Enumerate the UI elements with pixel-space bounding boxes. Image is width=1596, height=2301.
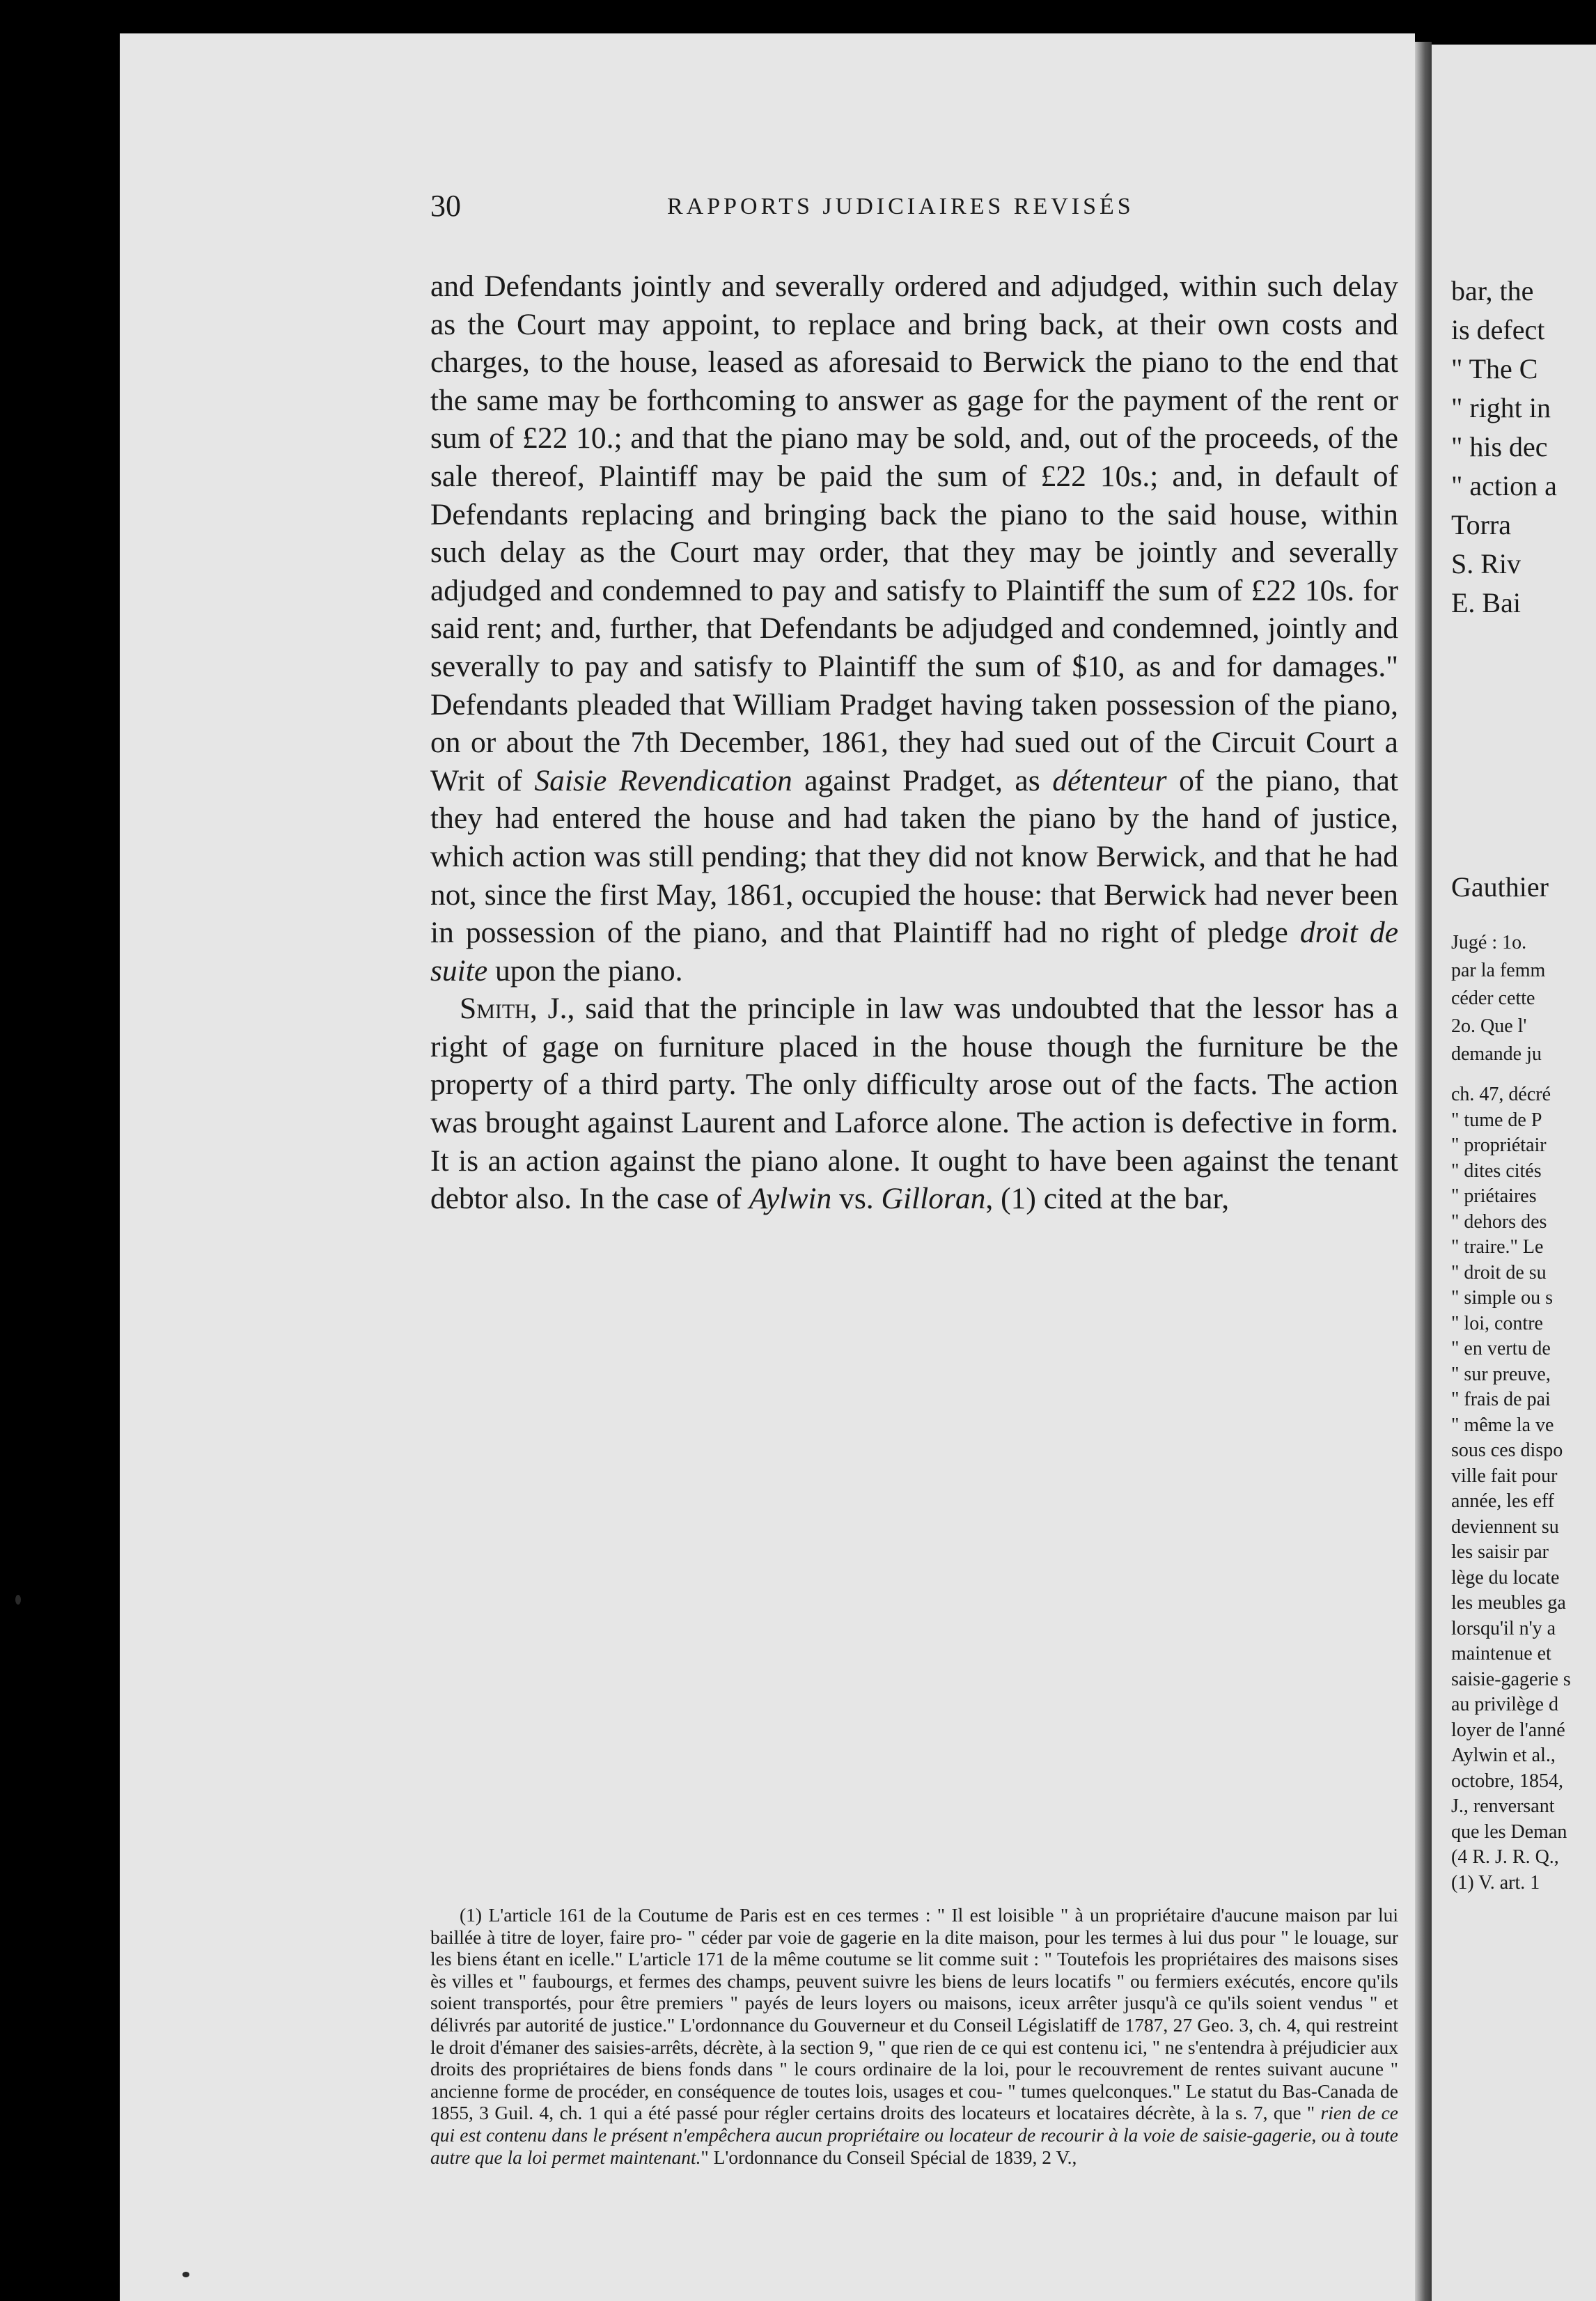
right-page-line: (4 R. J. R. Q., [1451,1846,1559,1868]
right-page-line: Torra [1451,509,1512,540]
italic-span: Aylwin [749,1182,832,1216]
right-page-line: bar, the [1451,275,1534,306]
right-page-line: les saisir par [1451,1541,1549,1563]
right-page-line: " même la ve [1451,1414,1554,1436]
right-page-line: " dites cités [1451,1160,1542,1182]
right-page-line: " en vertu de [1451,1338,1551,1359]
scan-speck [182,2272,189,2277]
right-page-line: " dehors des [1451,1210,1547,1233]
right-page-line: octobre, 1854, [1451,1770,1563,1792]
right-page-line: lorsqu'il n'y a [1451,1617,1556,1639]
text-span: , said that the principle in law was undoubted that the lessor has a right of gage on furniture placed in the house though the furniture be the property of a third party. The only difficulty arose out of the facts. The action was brought against Laurent and Laforce alone. The action is defective in form. It is an action against the piano alone. It ought to have been against the tenant debtor also. In the case of [430,992,1399,1216]
right-page-line: saisie-gagerie s [1451,1668,1571,1690]
right-page-line: " loi, contre [1451,1312,1543,1334]
right-page-line: " tume de P [1451,1109,1542,1131]
text-span: and Defendants jointly and severally ordered and adjudged, within such delay as the Court may appoint, to replace and bring back, at their own costs and charges, to the house, leased as aforesaid to Berwick the piano to the end that the same may be forthcoming to answer as gage for the payment of the rent or sum of £22 10.; and that the piano may be sold, and, out of the proceeds, of the sale thereof, Plaintiff may be paid the sum of £22 10s.; and, in default of Defendants replacing and bringing back the piano to the said house, within such delay as the Court may order, that they may be jointly and severally adjudged and condemned to pay and satisfy to Plaintiff the sum of £22 10s. for said rent; and, further, that Defendants be adjudged and condemned, jointly and severally to pay and satisfy to Plaintiff the sum of $10, as and for damages." Defendants pleaded that William Pradget having taken possession of the piano, on or about the 7th December, 1861, they had sued out of the Circuit Court a Writ of [430,270,1398,797]
text-span: of the piano, that they had entered the house and had taken the piano by the hand of justice, which action was still pending; that they did not know Berwick, and that he had not, since the first May, 1861, occupied the house: that Berwick had never been in possession of the piano, and that Plaintiff had no right of pledge [430,763,1398,950]
text-span: (1) L'article 161 de la Coutume de Paris est en ces termes : " Il est loisible " à un propriétaire d'aucune maison par lui baillée à titre de loyer, faire pro- " céder par voie de gagerie en la dite maison, pour les termes à lui dus pour " le louage, sur les biens étant en icelle." L'article 171 de la même coutume se lit comme suit : " Toutefois les propriétaires des maisons sises ès villes et " faubourgs, et fermes des champs, peuvent suivre les biens de leurs locatifs " ou fermiers exécutés, encore qu'ils soient transportés, pour être premiers " payés de leurs loyers ou maisons, iceux arrêter jusqu'à ce qu'ils soient vendus " et délivrés par autorité de justice." L'ordonnance du Gouverneur et du Conseil Législatiff de 1787, 27 Geo. 3, ch. 4, qui restreint le droit d'émaner des saisies-arrêts, décrète, à la section 9, " que rien de ce qui est contenu ici, " ne s'entendra à préjudicier aux droits des propriétaires de biens fonds dans " le cours ordinaire de la loi, pour le recouvrement de rentes suivant aucune " ancienne forme de procéder, en conséquence de toutes lois, usages et cou- " tumes quelconques." Le statut du Bas-Canada de 1855, 3 Guil. 4, ch. 1 qui a été passé pour régler certains droits des locateurs et locataires décrète, à la s. 7, que " [430,1904,1398,2124]
right-page-line: (1) V. art. 1 [1451,1871,1540,1894]
right-page-line: " priétaires [1451,1185,1537,1207]
right-page-line: au privilège d [1451,1694,1558,1715]
right-page-line: J., renversant [1451,1795,1555,1817]
right-page-line: " traire." Le [1451,1236,1544,1258]
right-page-line: les meubles ga [1451,1592,1566,1614]
right-page-line: Aylwin et al., [1451,1745,1556,1766]
right-page-line: loyer de l'anné [1451,1719,1565,1741]
right-page-line: " his dec [1451,431,1548,462]
italic-span: rien de ce qui est contenu dans le présent n'empêchera aucun propriétaire ou locateur de recourir à la voie de saisie-gagerie, ou à toute autre que la loi permet maintenant. [430,2102,1398,2168]
right-page [1432,45,1596,2301]
page-number: 30 [430,189,461,223]
right-page-line: " sur preuve, [1451,1363,1551,1385]
judge-name: Smith, J. [460,992,568,1026]
right-page-line: " The C [1451,353,1538,384]
right-page-line: sous ces dispo [1451,1440,1563,1461]
scan-speck [15,1595,21,1605]
text-span: upon the piano. [487,953,683,988]
right-page-line: " droit de su [1451,1261,1547,1284]
right-page-line: deviennent su [1451,1515,1559,1538]
right-page-line: is defect [1451,314,1545,345]
right-page-line: ville fait pour [1451,1465,1558,1487]
text-span: against Pradget, as [792,763,1053,797]
right-page-line: demande ju [1451,1043,1542,1065]
text-span: vs. [831,1182,882,1216]
right-page-line: " action a [1451,470,1557,501]
italic-span: Gilloran [881,1182,986,1216]
right-page-line: ch. 47, décré [1451,1084,1551,1105]
right-page-line: Jugé : 1o. [1451,932,1527,953]
text-span: , (1) cited at the bar, [985,1182,1230,1216]
right-page-line: S. Riv [1451,548,1521,579]
page-header [430,188,1398,233]
right-page-line: E. Bai [1451,587,1521,618]
right-page-line: que les Deman [1451,1820,1567,1843]
main-text [430,267,1398,1218]
right-page-line: " simple ou s [1451,1287,1553,1309]
italic-span: détenteur [1052,763,1167,797]
right-page-line: année, les eff [1451,1490,1554,1512]
footnote-1 [430,1904,1398,2168]
footnote [430,1904,1398,2168]
right-page-line: " right in [1451,392,1551,423]
running-head: RAPPORTS JUDICIAIRES REVISÉS [667,194,1134,219]
paragraph-1 [430,267,1398,990]
italic-span: Saisie Revendication [534,763,792,797]
book-gutter [1415,42,1432,2301]
paragraph-2 [430,990,1398,1218]
right-page-line: " propriétair [1451,1134,1547,1156]
right-page-line: maintenue et [1451,1643,1551,1664]
right-page-line: par la femm [1451,960,1546,981]
right-page-line: " frais de pai [1451,1389,1551,1410]
text-span: " L'ordonnance du Conseil Spécial de 1839, 2 V., [701,2146,1077,2168]
italic-span: droit de suite [430,916,1398,988]
right-page-line: Gauthier [1451,871,1549,903]
right-page-line: 2o. Que l' [1451,1015,1527,1037]
right-page-line: lège du locate [1451,1566,1560,1589]
right-page-line: céder cette [1451,988,1535,1009]
